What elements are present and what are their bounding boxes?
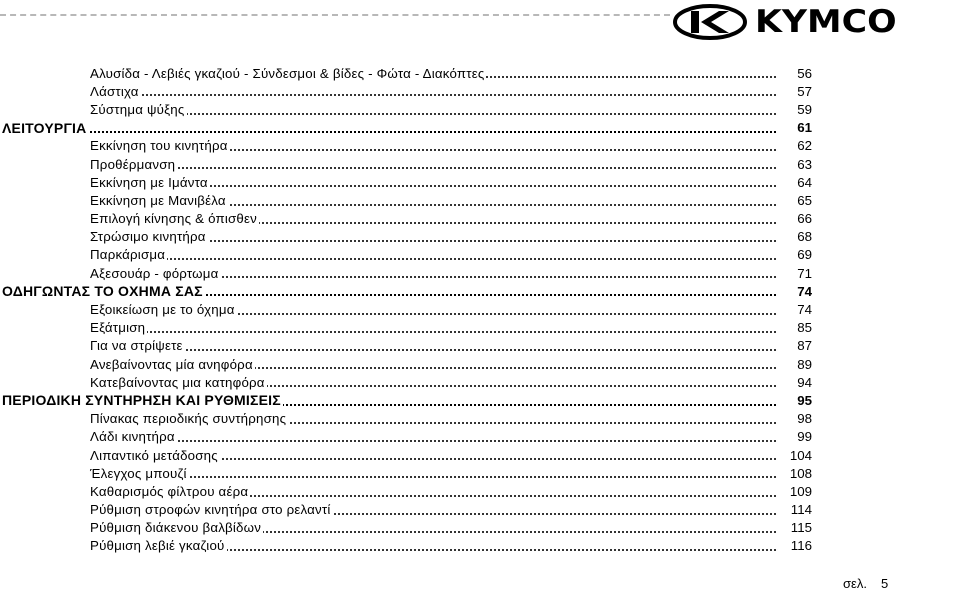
toc-entry-label: Αξεσουάρ - φόρτωμα: [90, 265, 219, 281]
toc-page-number: 87: [797, 338, 812, 354]
toc-entry-label: Ρύθμιση διάκενου βαλβίδων: [90, 520, 262, 536]
toc-entry-label: Ρύθμιση στροφών κινητήρα στο ρελαντί: [90, 502, 331, 518]
toc-page-number: 62: [797, 138, 812, 154]
toc-entry-label: Καθαρισμός φίλτρου αέρα: [90, 483, 249, 499]
toc-entry-label: Εξάτμιση: [90, 320, 146, 336]
toc-page-number: 89: [797, 356, 812, 372]
toc-dot-leader: [90, 331, 776, 333]
toc-page-number: 66: [797, 211, 812, 227]
toc-page-number: 68: [797, 229, 812, 245]
toc-page-number: 104: [789, 447, 812, 463]
page-footer: [843, 576, 888, 591]
toc-page-number: 57: [797, 83, 812, 99]
toc-entry-row[interactable]: [90, 228, 820, 246]
toc-entry-label: Ρύθμιση λεβιέ γκαζιού: [90, 538, 225, 554]
kymco-logo: [673, 2, 913, 42]
toc-entry-row[interactable]: [90, 464, 820, 482]
toc-dot-leader: [90, 94, 776, 96]
toc-entry-label: Στρώσιμο κινητήρα: [90, 229, 206, 245]
toc-dot-leader: [2, 131, 776, 133]
toc-page-number: 63: [797, 156, 812, 172]
toc-page-number: 115: [790, 520, 812, 536]
toc-entry-row[interactable]: [90, 428, 820, 446]
toc-page-number: 109: [789, 483, 812, 499]
toc-entry-label: Αλυσίδα - Λεβιές γκαζιού - Σύνδεσμοι & βίδες - Φώτα - Διακόπτες: [90, 65, 485, 81]
kymco-emblem-icon: [673, 4, 747, 40]
toc-page-number: 74: [797, 302, 812, 318]
toc-entry-row[interactable]: [90, 137, 820, 155]
toc-page-number: 116: [790, 538, 812, 554]
toc-dot-leader: [90, 167, 776, 169]
table-of-contents: [2, 64, 820, 555]
toc-entry-row[interactable]: [90, 501, 820, 519]
toc-entry-row[interactable]: [90, 100, 820, 118]
toc-page-number: 56: [797, 65, 812, 81]
toc-entry-label: Ανεβαίνοντας μία ανηφόρα: [90, 356, 253, 372]
toc-entry-row[interactable]: [90, 319, 820, 337]
toc-section-label: ΛΕΙΤΟΥΡΓΙΑ: [2, 119, 87, 136]
toc-entry-label: Κατεβαίνοντας μια κατηφόρα: [90, 374, 265, 390]
toc-entry-label: Σύστημα ψύξης: [90, 101, 185, 117]
toc-entry-label: Λάστιχα: [90, 83, 139, 99]
toc-entry-row[interactable]: [90, 482, 820, 500]
toc-entry-row[interactable]: [90, 355, 820, 373]
toc-page-number: 61: [797, 120, 812, 136]
toc-entry-row[interactable]: [90, 64, 820, 82]
toc-entry-row[interactable]: [90, 246, 820, 264]
toc-entry-row[interactable]: [90, 210, 820, 228]
toc-entry-row[interactable]: [90, 373, 820, 391]
header-dashed-rule: [0, 14, 670, 16]
toc-page-number: 71: [797, 265, 812, 281]
toc-entry-label: Για να στρίψετε: [90, 338, 183, 354]
toc-section-row[interactable]: [2, 282, 820, 300]
toc-section-row[interactable]: [2, 391, 820, 409]
toc-entry-row[interactable]: [90, 264, 820, 282]
toc-page-number: 98: [797, 411, 812, 427]
toc-dot-leader: [90, 349, 776, 351]
toc-entry-row[interactable]: [90, 446, 820, 464]
toc-dot-leader: [90, 258, 776, 260]
toc-page-number: 94: [797, 374, 812, 390]
toc-entry-row[interactable]: [90, 300, 820, 318]
toc-section-label: ΟΔΗΓΩΝΤΑΣ ΤΟ ΟΧΗΜΑ ΣΑΣ: [2, 283, 203, 300]
toc-page-number: 85: [797, 320, 812, 336]
toc-entry-row[interactable]: [90, 155, 820, 173]
toc-page-number: 65: [797, 192, 812, 208]
toc-entry-label: Πίνακας περιοδικής συντήρησης: [90, 411, 287, 427]
toc-entry-row[interactable]: [90, 191, 820, 209]
logo-wordmark: KYMCO: [755, 4, 897, 40]
toc-entry-label: Έλεγχος μπουζί: [90, 465, 187, 481]
toc-entry-label: Εκκίνηση του κινητήρα: [90, 138, 228, 154]
toc-entry-label: Επιλογή κίνησης & όπισθεν: [90, 211, 258, 227]
toc-page-number: 74: [797, 283, 812, 299]
toc-entry-row[interactable]: [90, 82, 820, 100]
page-number: 5: [880, 576, 889, 591]
toc-section-label: ΠΕΡΙΟΔΙΚΗ ΣΥΝΤΗΡΗΣΗ ΚΑΙ ΡΥΘΜΙΣΕΙΣ: [2, 392, 281, 409]
toc-page-number: 69: [797, 247, 812, 263]
toc-entry-row[interactable]: [90, 173, 820, 191]
toc-page-number: 64: [797, 174, 812, 190]
toc-page-number: 114: [790, 502, 812, 518]
page-prefix: σελ.: [843, 576, 867, 591]
toc-entry-label: Λάδι κινητήρα: [90, 429, 175, 445]
toc-entry-label: Εξοικείωση με το όχημα: [90, 302, 235, 318]
toc-entry-label: Παρκάρισμα: [90, 247, 166, 263]
toc-page-number: 59: [797, 101, 812, 117]
toc-dot-leader: [90, 476, 776, 478]
toc-page-number: 108: [789, 465, 812, 481]
toc-dot-leader: [90, 113, 776, 115]
toc-entry-row[interactable]: [90, 519, 820, 537]
toc-entry-row[interactable]: [90, 337, 820, 355]
toc-section-row[interactable]: [2, 119, 820, 137]
toc-page-number: 95: [797, 392, 812, 408]
toc-page-number: 99: [797, 429, 812, 445]
toc-entry-row[interactable]: [90, 410, 820, 428]
toc-entry-label: Λιπαντικό μετάδοσης: [90, 447, 218, 463]
toc-entry-label: Εκκίνηση με Μανιβέλα: [90, 192, 226, 208]
toc-entry-label: Προθέρμανση: [90, 156, 176, 172]
toc-entry-label: Εκκίνηση με Ιμάντα: [90, 174, 208, 190]
toc-entry-row[interactable]: [90, 537, 820, 555]
toc-dot-leader: [90, 440, 776, 442]
